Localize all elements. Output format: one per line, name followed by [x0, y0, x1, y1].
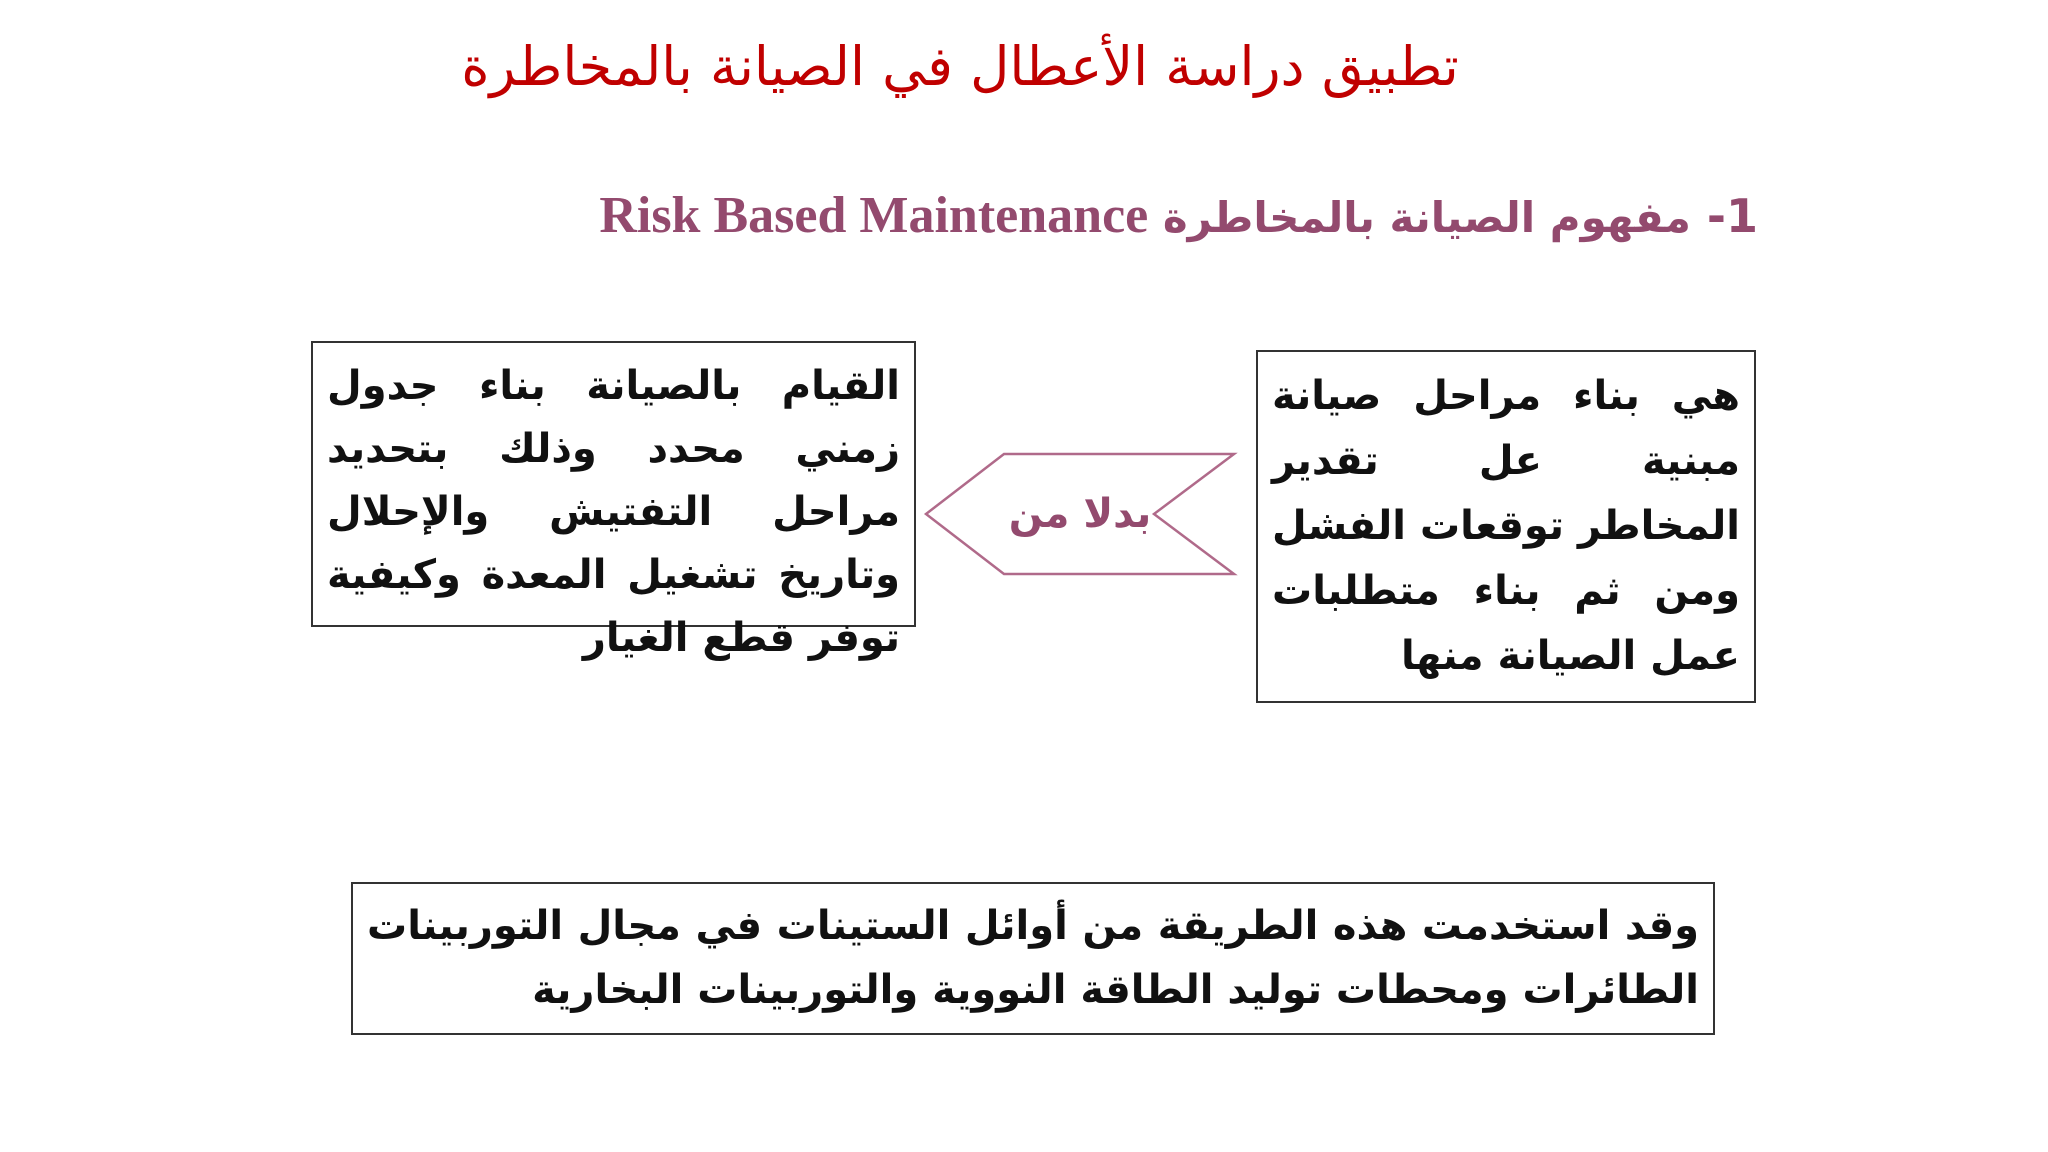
section-number: 1- — [1690, 189, 1758, 243]
instead-of-label: بدلا من — [1008, 491, 1152, 537]
section-heading — [599, 176, 1758, 256]
traditional-maintenance-box — [311, 341, 916, 661]
section-heading-arabic: مفهوم الصيانة بالمخاطرة — [1148, 193, 1691, 242]
history-note-box — [351, 882, 1715, 1035]
history-note-text: وقد استخدمت هذه الطريقة من أوائل الستينات في مجال التوربينات الطائرات ومحطات توليد الطاقة النووية والتوربينات البخارية — [367, 903, 1699, 1013]
traditional-maintenance-text: القيام بالصيانة بناء جدول زمني محدد وذلك بتحديد مراحل التفتيش والإحلال وتاريخ تشغيل المعدة وكيفية توفر قطع الغيار — [327, 363, 900, 661]
section-heading-english: Risk Based Maintenance — [599, 187, 1149, 244]
instead-of-arrow — [920, 452, 1238, 576]
slide-title: تطبيق دراسة الأعطال في الصيانة بالمخاطرة — [461, 35, 1459, 98]
definition-box — [1256, 350, 1756, 703]
definition-text: هي بناء مراحل صيانة مبنية عل تقدير المخاطر توقعات الفشل ومن ثم بناء متطلبات عمل الصيانة منها — [1272, 373, 1740, 679]
